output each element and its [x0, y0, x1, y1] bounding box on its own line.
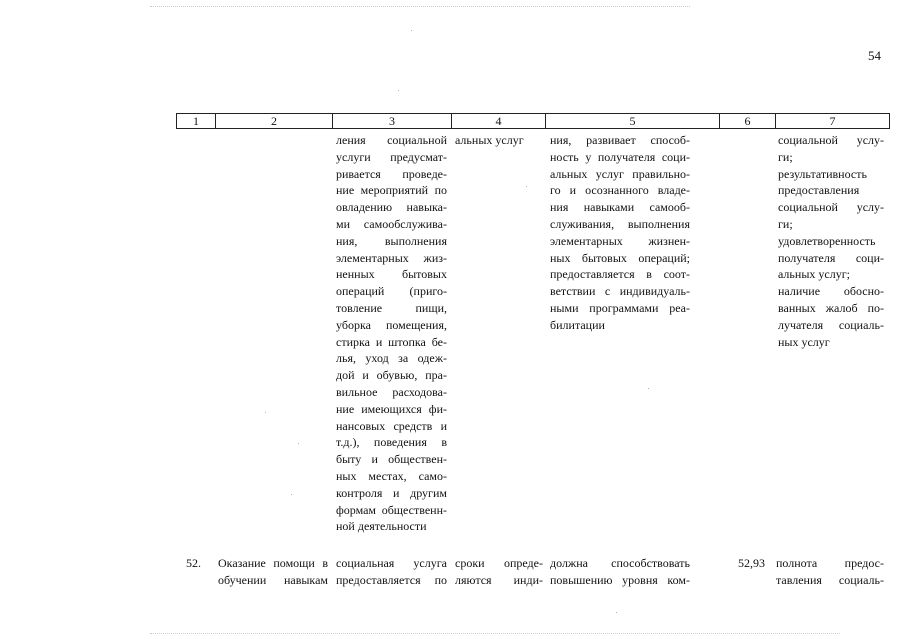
- text-line: лья, уход за одеж-: [336, 351, 447, 366]
- continuation-col4: [455, 132, 543, 149]
- text-line: альных услуг правильно-: [550, 166, 690, 181]
- header-cell-2: 2: [216, 114, 333, 128]
- scan-speck: [411, 30, 412, 31]
- text-line: должна способствовать: [550, 556, 690, 570]
- text-line: социальной услу-: [778, 133, 884, 147]
- continuation-col5: [550, 132, 690, 334]
- continuation-col3: [336, 132, 447, 535]
- text-line: ванных жалоб по-: [778, 300, 884, 315]
- text-line: ми самообслужива-: [336, 216, 447, 231]
- text-line: го и осознанного владе-: [550, 183, 690, 198]
- text-line: элементарных жиз-: [336, 250, 447, 265]
- text-line: социальная услуга: [336, 556, 447, 570]
- scan-speck: [616, 612, 617, 613]
- row52-col6-value: 52,93: [738, 556, 765, 570]
- text-line: овладению навыка-: [336, 200, 447, 215]
- header-cell-6: 6: [720, 114, 776, 128]
- text-line: контроля и другим: [336, 485, 447, 500]
- text-line: ных услуг: [778, 334, 830, 349]
- text-line: результативность: [778, 166, 867, 181]
- text-line: предоставляется в соот-: [550, 267, 690, 282]
- scan-speck: [398, 90, 399, 91]
- text-line: ных местах, само-: [336, 468, 447, 483]
- scan-speck: [648, 388, 649, 389]
- text-line: сроки опреде-: [455, 556, 543, 570]
- scan-speck: [526, 186, 527, 187]
- text-line: операций (приго-: [336, 284, 447, 299]
- scan-speck: [291, 494, 292, 495]
- text-line: ными программами реа-: [550, 300, 690, 315]
- text-line: билитации: [550, 317, 605, 332]
- text-line: служивания, выполнения: [550, 216, 690, 231]
- text-line: ги;: [778, 149, 793, 164]
- text-line: социальной услу-: [778, 200, 884, 215]
- text-line: повышению уровня ком-: [550, 572, 690, 587]
- text-line: ления социальной: [336, 133, 447, 147]
- text-line: альных услуг: [455, 133, 524, 147]
- header-cell-5: 5: [546, 114, 720, 128]
- text-line: ной деятельности: [336, 519, 427, 534]
- text-line: предоставляется по: [336, 572, 447, 587]
- text-line: полнота предос-: [776, 556, 884, 570]
- row52-col3: [336, 555, 447, 589]
- text-line: наличие обосно-: [778, 284, 884, 299]
- text-line: товление пищи,: [336, 300, 447, 315]
- text-line: тавления социаль-: [776, 572, 884, 587]
- text-line: дой и обувью, пра-: [336, 368, 447, 383]
- row52-col7: [776, 555, 884, 589]
- row52-col2: [218, 555, 328, 589]
- continuation-col7: [778, 132, 884, 350]
- text-line: Оказание помощи в: [218, 556, 328, 570]
- text-line: обучении навыкам: [218, 572, 328, 587]
- table-header-row: [176, 113, 890, 129]
- text-line: вильное расходова-: [336, 384, 447, 399]
- text-line: ность у получателя соци-: [550, 149, 690, 164]
- text-line: ния навыками самооб-: [550, 200, 690, 215]
- header-cell-4: 4: [452, 114, 546, 128]
- row52-col5: [550, 555, 690, 589]
- text-line: ние мероприятий по: [336, 183, 447, 198]
- text-line: ляются инди-: [455, 572, 543, 587]
- text-line: стирка и штопка бе-: [336, 334, 447, 349]
- text-line: ных бытовых операций;: [550, 250, 690, 265]
- text-line: удовлетворенность: [778, 233, 876, 248]
- text-line: формам общественн-: [336, 502, 447, 517]
- scan-speck: [298, 443, 299, 444]
- header-cell-3: 3: [333, 114, 452, 128]
- text-line: ненных бытовых: [336, 267, 447, 282]
- text-line: услуги предусмат-: [336, 149, 447, 164]
- text-line: быту и обществен-: [336, 452, 447, 467]
- text-line: получателя соци-: [778, 250, 884, 265]
- text-line: ние имеющихся фи-: [336, 401, 447, 416]
- text-line: ривается проведе-: [336, 166, 447, 181]
- text-line: ги;: [778, 216, 793, 231]
- page-number: 54: [868, 48, 881, 63]
- text-line: т.д.), поведения в: [336, 435, 447, 450]
- row52-col4: [455, 555, 543, 589]
- header-cell-7: 7: [829, 114, 836, 128]
- text-line: нансовых средств и: [336, 418, 447, 433]
- text-line: элементарных жизнен-: [550, 233, 690, 248]
- header-cell-1: 1: [177, 114, 216, 128]
- scan-artifact-top: [150, 6, 690, 9]
- text-line: лучателя социаль-: [778, 317, 884, 332]
- text-line: альных услуг;: [778, 267, 850, 282]
- text-line: ния, развивает способ-: [550, 133, 690, 147]
- text-line: ния, выполнения: [336, 233, 447, 248]
- row-number: 52.: [186, 556, 201, 570]
- scan-artifact-bottom: [150, 633, 840, 636]
- text-line: предоставления: [778, 183, 860, 198]
- text-line: ветствии с индивидуаль-: [550, 284, 690, 299]
- text-line: уборка помещения,: [336, 317, 447, 332]
- scan-speck: [265, 412, 266, 413]
